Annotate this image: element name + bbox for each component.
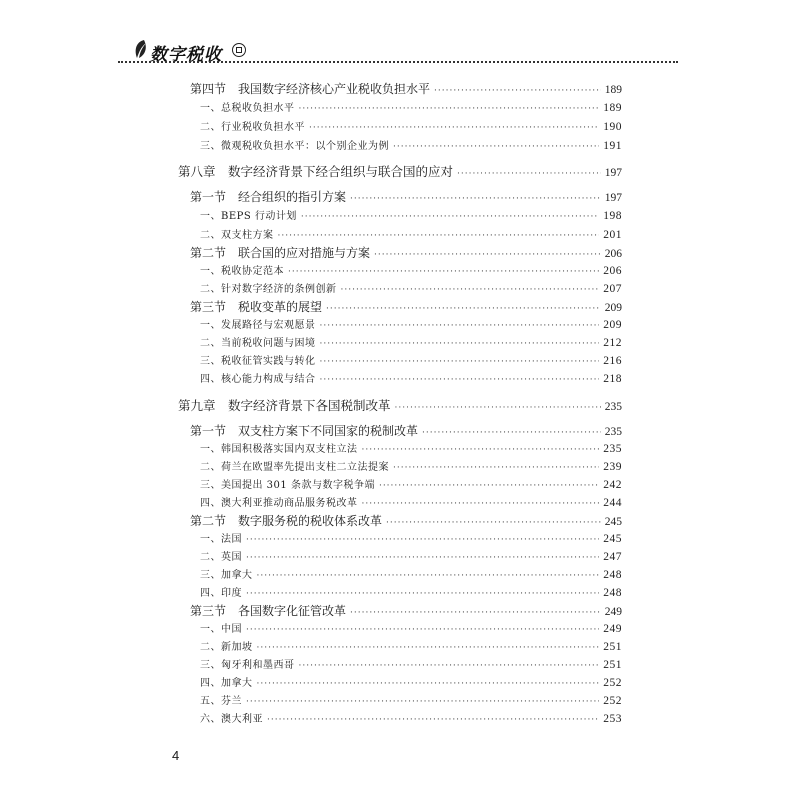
toc-label: 二、当前税收问题与困境 [200, 338, 316, 349]
toc-page-number: 248 [603, 569, 622, 581]
toc-page-number: 189 [604, 84, 622, 96]
toc-label: 一、发展路径与宏观愿景 [200, 320, 316, 331]
header-title: 数字税收 [150, 45, 222, 65]
toc-item[interactable] [200, 280, 622, 298]
toc-label: 四、澳大利亚推动商品服务税改革 [200, 498, 358, 509]
dot-leader [278, 231, 600, 241]
toc-page-number: 251 [603, 659, 622, 671]
toc-label: 二、行业税收负担水平 [200, 122, 305, 133]
dot-leader [379, 481, 599, 491]
toc-label: 四、核心能力构成与结合 [200, 374, 316, 385]
toc-item[interactable] [200, 352, 622, 370]
toc-label: 一、总税收负担水平 [200, 103, 295, 114]
toc-label: 第八章 数字经济背景下经合组织与联合国的应对 [178, 164, 454, 179]
toc-page-number: 206 [604, 248, 622, 260]
toc-page-number: 197 [604, 192, 622, 204]
toc-page-number: 197 [604, 167, 622, 179]
dot-leader [257, 571, 600, 581]
toc-label: 一、韩国积极落实国内双支柱立法 [200, 444, 358, 455]
dot-leader [350, 194, 601, 204]
dot-leader [246, 697, 599, 707]
toc-item[interactable] [200, 494, 622, 512]
toc-label: 一、BEPS 行动计划 [200, 211, 297, 222]
dot-leader [326, 304, 601, 314]
toc-section[interactable] [190, 244, 622, 262]
dot-leader [320, 357, 600, 367]
toc-item[interactable] [200, 226, 622, 244]
toc-item[interactable] [200, 476, 622, 494]
dot-leader [320, 339, 600, 349]
toc-label: 六、澳大利亚 [200, 714, 263, 725]
toc-page-number: 218 [603, 373, 622, 385]
toc-label: 第九章 数字经济背景下各国税制改革 [178, 398, 391, 413]
toc-page-number: 248 [603, 587, 622, 599]
toc-page-number: 212 [603, 337, 622, 349]
dot-leader [320, 321, 600, 331]
toc-page-number: 251 [603, 641, 622, 653]
dot-leader [299, 104, 600, 114]
toc-label: 第一节 经合组织的指引方案 [190, 190, 347, 204]
toc-label: 一、中国 [200, 624, 242, 635]
toc-page-number: 245 [603, 533, 622, 545]
toc-item[interactable] [200, 99, 622, 117]
dot-leader [299, 661, 600, 671]
toc-section[interactable] [190, 602, 622, 620]
page-number: 4 [172, 748, 180, 763]
toc-label: 二、英国 [200, 552, 242, 563]
toc-label: 一、法国 [200, 534, 242, 545]
toc-label: 三、匈牙利和墨西哥 [200, 660, 295, 671]
toc-page-number: 207 [603, 283, 622, 295]
dot-leader [246, 535, 599, 545]
toc-label: 二、新加坡 [200, 642, 253, 653]
toc-item[interactable] [200, 710, 622, 728]
toc-page-number: 242 [603, 479, 622, 491]
toc-label: 第一节 双支柱方案下不同国家的税制改革 [190, 424, 419, 438]
toc-page-number: 235 [604, 426, 622, 438]
toc-item[interactable] [200, 316, 622, 334]
toc-page-number: 191 [603, 140, 622, 152]
toc-label: 第二节 数字服务税的税收体系改革 [190, 514, 383, 528]
toc-item[interactable] [200, 620, 622, 638]
toc-label: 五、芬兰 [200, 696, 242, 707]
dot-leader [362, 499, 600, 509]
toc-page-number: 249 [603, 623, 622, 635]
dot-leader [257, 643, 600, 653]
dot-leader [350, 608, 601, 618]
toc-item[interactable] [200, 656, 622, 674]
dot-leader [362, 445, 600, 455]
toc-page-number: 235 [604, 401, 622, 413]
toc-item[interactable] [200, 584, 622, 602]
dot-leader [393, 463, 599, 473]
toc-item[interactable] [200, 262, 622, 280]
toc-page-number: 235 [603, 443, 622, 455]
toc-item[interactable] [200, 674, 622, 692]
toc-section[interactable] [190, 512, 622, 530]
toc-item[interactable] [200, 692, 622, 710]
toc-label: 第二节 联合国的应对措施与方案 [190, 246, 371, 260]
toc-item[interactable] [200, 334, 622, 352]
toc-page-number: 245 [604, 516, 622, 528]
toc-section[interactable] [190, 80, 622, 98]
toc-page-number: 190 [603, 121, 622, 133]
toc-item[interactable] [200, 118, 622, 136]
dot-leader [309, 123, 599, 133]
toc-label: 第四节 我国数字经济核心产业税收负担水平 [190, 82, 431, 96]
toc-chapter[interactable] [178, 162, 622, 180]
toc-page-number: 201 [603, 229, 622, 241]
toc-label: 三、税收征管实践与转化 [200, 356, 316, 367]
toc-page-number: 249 [604, 606, 622, 618]
toc-page-number: 189 [603, 102, 622, 114]
dot-leader [395, 403, 601, 413]
toc-label: 三、美国提出 301 条款与数字税争端 [200, 480, 375, 491]
toc-label: 二、双支柱方案 [200, 230, 274, 241]
toc-item[interactable] [200, 548, 622, 566]
toc-item[interactable] [200, 458, 622, 476]
toc-page-number: 209 [603, 319, 622, 331]
toc-label: 四、印度 [200, 588, 242, 599]
toc-label: 一、税收协定范本 [200, 266, 284, 277]
toc-page-number: 216 [603, 355, 622, 367]
toc-item[interactable] [200, 137, 622, 155]
dot-leader [267, 715, 599, 725]
toc-page-number: 252 [603, 677, 622, 689]
toc-item[interactable] [200, 207, 622, 225]
toc-page-number: 209 [604, 302, 622, 314]
toc-item[interactable] [200, 370, 622, 388]
dot-leader [422, 428, 601, 438]
dot-leader [246, 625, 599, 635]
dot-leader [246, 589, 599, 599]
toc-item[interactable] [200, 530, 622, 548]
toc-page-number: 206 [603, 265, 622, 277]
dot-leader [393, 142, 599, 152]
toc-item[interactable] [200, 440, 622, 458]
toc-section[interactable] [190, 422, 622, 440]
dot-leader [457, 169, 601, 179]
toc-page-number: 198 [603, 210, 622, 222]
toc-section[interactable] [190, 298, 622, 316]
toc-label: 第三节 税收变革的展望 [190, 300, 323, 314]
toc-label: 四、加拿大 [200, 678, 253, 689]
toc-page-number: 252 [603, 695, 622, 707]
toc-label: 三、微观税收负担水平：以个别企业为例 [200, 141, 389, 152]
toc-page-number: 244 [603, 497, 622, 509]
toc-label: 二、针对数字经济的条例创新 [200, 284, 337, 295]
toc-label: 二、荷兰在欧盟率先提出支柱二立法提案 [200, 462, 389, 473]
dot-leader [434, 86, 601, 96]
dot-leader [257, 679, 600, 689]
toc-section[interactable] [190, 188, 622, 206]
dot-leader [301, 212, 599, 222]
dot-leader [386, 518, 601, 528]
dot-leader [374, 250, 601, 260]
toc-label: 第三节 各国数字化征管改革 [190, 604, 347, 618]
toc-page-number: 253 [603, 713, 622, 725]
dot-leader [320, 375, 600, 385]
toc-page-number: 239 [603, 461, 622, 473]
toc-chapter[interactable] [178, 396, 622, 414]
dot-leader [246, 553, 599, 563]
toc-item[interactable] [200, 638, 622, 656]
dot-leader [341, 285, 600, 295]
toc-label: 三、加拿大 [200, 570, 253, 581]
dot-leader [288, 267, 599, 277]
toc-page-number: 247 [603, 551, 622, 563]
toc-item[interactable] [200, 566, 622, 584]
